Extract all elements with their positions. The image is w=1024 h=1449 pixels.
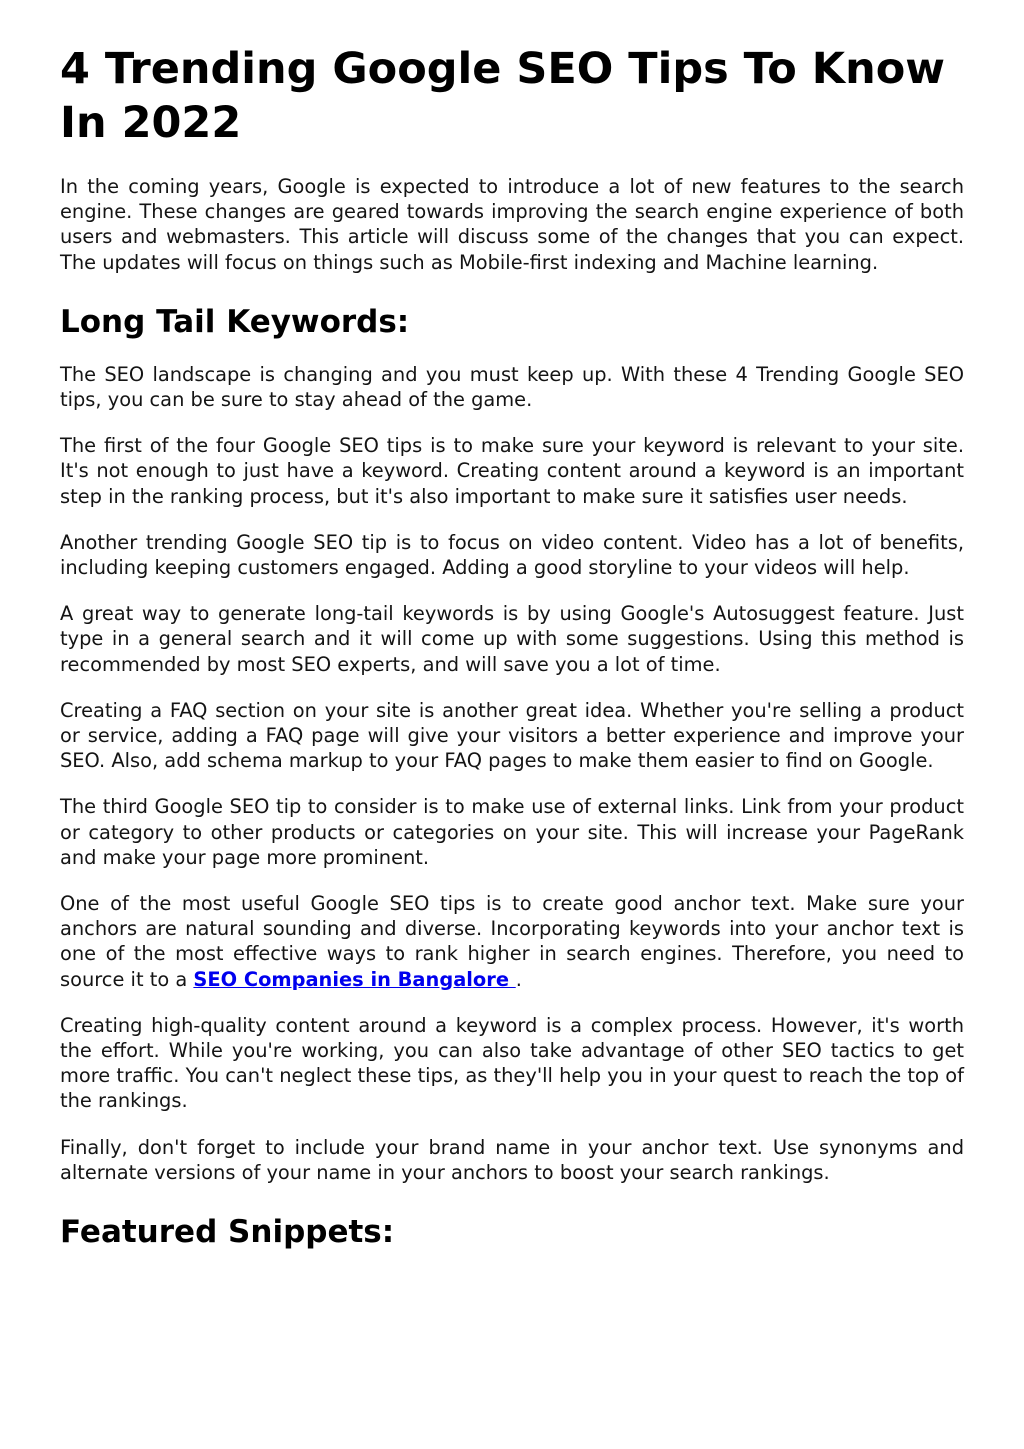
paragraph-video-content: Another trending Google SEO tip is to focus on video content. Video has a lot of benefits, including keeping customers engaged. Adding a good storyline to your videos will help. xyxy=(60,530,964,580)
paragraph-anchor-text xyxy=(60,891,964,992)
seo-companies-link[interactable]: SEO Companies in Bangalore xyxy=(193,967,516,991)
paragraph-autosuggest: A great way to generate long-tail keywords is by using Google's Autosuggest feature. Just type in a general search and it will come up with some suggestions. Using this method is recommended by most SEO experts, and will save you a lot of time. xyxy=(60,602,964,676)
paragraph-brand-name: Finally, don't forget to include your brand name in your anchor text. Use synonyms and alternate versions of your name in your anchors to boost your search rankings. xyxy=(60,1135,964,1184)
paragraph-first-tip: The first of the four Google SEO tips is to make sure your keyword is relevant to your site. It's not enough to just have a keyword. Creating content around a keyword is an important step in the ranking process, but it's also important to make sure it satisfies user needs. xyxy=(60,434,964,508)
paragraph-high-quality-content: Creating high-quality content around a keyword is a complex process. However, it's worth the effort. While you're working, you can also take advantage of other SEO tactics to get more traffic. You can't neglect these tips, as they'll help you in your quest to reach the top of the rankings. xyxy=(60,1013,964,1113)
section-heading-featured-snippets: Featured Snippets: xyxy=(60,1214,395,1251)
intro-paragraph: In the coming years, Google is expected to introduce a lot of new features to the search engine. These changes are geared towards improving the search engine experience of both users and webmasters. This article will discuss some of the changes that you can expect. The updates will focus on things such as Mobile-first indexing and Machine learning. xyxy=(60,175,964,274)
document-page xyxy=(60,42,964,1272)
anchor-text-after: . xyxy=(515,967,522,991)
paragraph-faq-section: Creating a FAQ section on your site is another great idea. Whether you're selling a product or service, adding a FAQ page will give your visitors a better experience and improve your SEO. Also, add schema markup to your FAQ pages to make them easier to find on Google. xyxy=(60,698,964,773)
anchor-text-before: One of the most useful Google SEO tips is to create good anchor text. Make sure your anchors are natural sounding and diverse. Incorporating keywords into your anchor text is one of the most effective ways to rank higher in search engines. Therefore, you need to source it to a xyxy=(60,892,964,991)
paragraph-external-links: The third Google SEO tip to consider is to make use of external links. Link from your product or category to other products or categories on your site. This will increase your PageRank and make your page more prominent. xyxy=(60,795,964,869)
section-heading-long-tail-keywords: Long Tail Keywords: xyxy=(60,303,410,340)
paragraph-seo-landscape: The SEO landscape is changing and you must keep up. With these 4 Trending Google SEO tips, you can be sure to stay ahead of the game. xyxy=(60,362,964,412)
page-title: 4 Trending Google SEO Tips To Know In 2022 xyxy=(60,44,946,148)
